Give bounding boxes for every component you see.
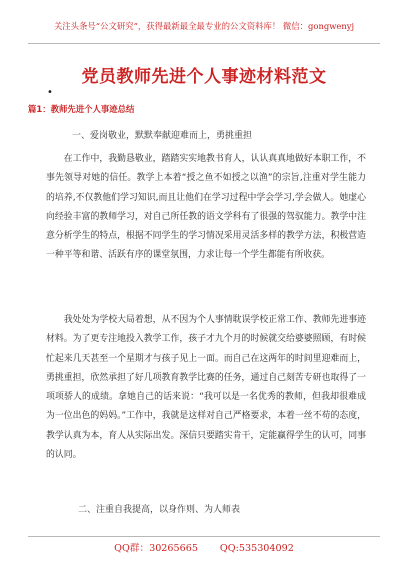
- subheading-2: 二、注重自我提高，以身作则、为人师表: [78, 505, 241, 515]
- paragraph-2: 我处处为学校大局着想，从不因为个人事情耽误学校正常工作、教师先进事迹材料。为了更专注地投入教学工作，孩子才九个月的时候就交给婆婆照顾，有时候忙起来几天甚至一个星期才与孩子见上一面。而自己在这两年的时间里迎难而上，勇挑重担，欣然承担了好几项教育教学比赛的任务，通过自己刻苦专研也取得了一项项骄人的成绩。拿她自己的话来说：“我可以是一名优秀的教师，但我却很难成为一位出色的妈妈。”工作中，我就是这样对自己严格要求，本着一丝不苟的态度，教学认真为本，育人从实际出发。深信只要踏实肯干，定能赢得学生的认可，同事的认同。: [46, 315, 366, 461]
- subheading-1: 一、爱岗敬业，默默奉献迎难而上，勇挑重担: [72, 131, 253, 141]
- paragraph-1: 在工作中，我勤恳敬业，踏踏实实地教书育人，认认真真地做好本职工作，不事先领导对她的信任。教学上本着“授之鱼不如授之以渔”的宗旨,注重对学生能力的培养,不仅教他们学习知识,而且让他们在学习过程中学会学习,学会做人。她虚心向经验丰富的教师学习，对自己所任教的语文学科有了很强的驾驭能力。教学中注意分析学生的特点，根据不同学生的学习情况采用灵活多样的教学方法，积极营造一种平等和谐、活跃有序的课堂氛围，力求让每一个学生都能有所收获。: [46, 154, 366, 261]
- header-divider: [28, 43, 380, 44]
- document-title: 党员教师先进个人事迹材料范文: [81, 67, 327, 87]
- promo-banner: 关注头条号“公文研究”，获得最新最全最专业的公文资料库！ 微信：gongwenyj: [53, 21, 355, 31]
- qq-number: QQ:535304092: [219, 543, 294, 554]
- section-heading: 篇1：教师先进个人事迹总结: [28, 104, 135, 114]
- footer-contact: [0, 540, 408, 554]
- bullet-icon: •: [47, 87, 53, 98]
- qq-group-number: QQ群：30265665: [114, 543, 198, 554]
- footer-divider: [28, 536, 380, 537]
